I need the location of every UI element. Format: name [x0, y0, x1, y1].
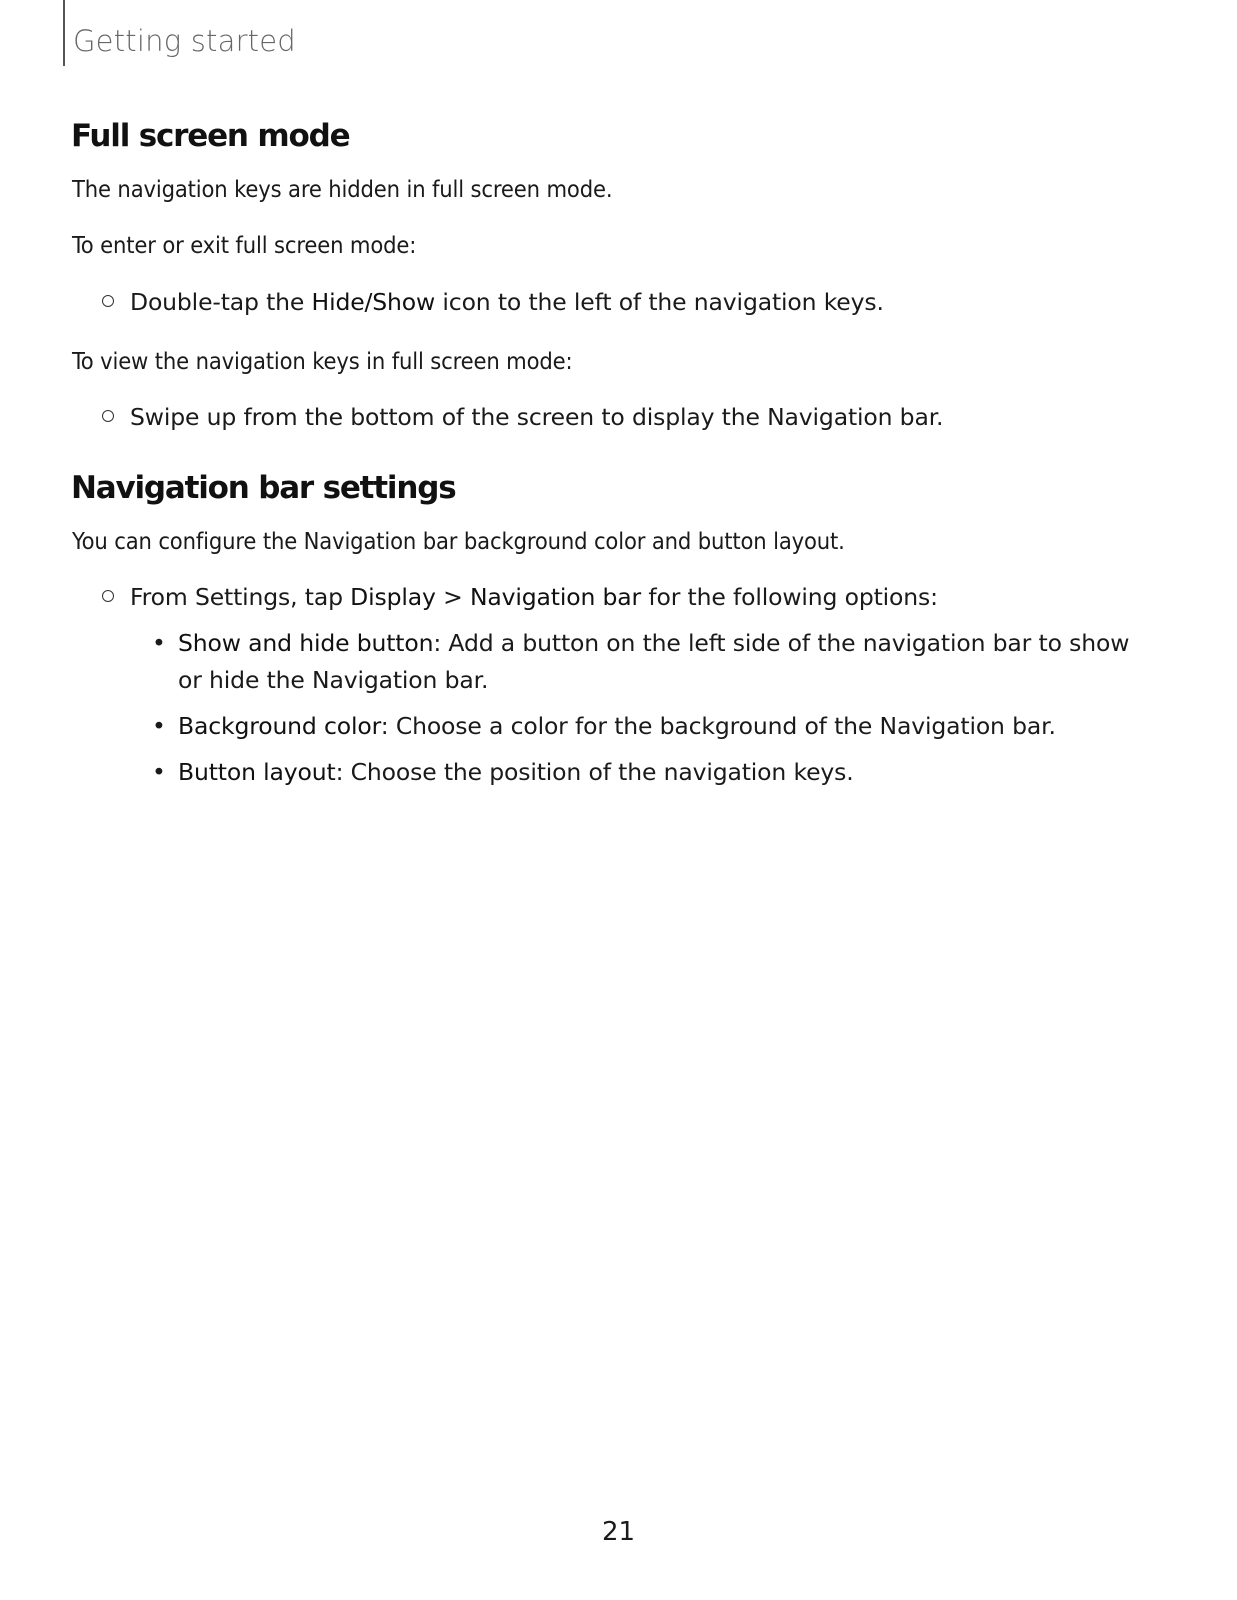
step-swipe-up: Swipe up from the bottom of the screen to display the Navigation bar.	[102, 399, 943, 435]
display-term: Display	[350, 583, 436, 611]
option-name: Background color	[178, 712, 381, 740]
navigation-bar-term: Navigation bar	[469, 583, 642, 611]
full-screen-intro: The navigation keys are hidden in full screen mode.	[72, 175, 613, 203]
nav-settings-intro: You can configure the Navigation bar background color and button layout.	[72, 527, 845, 555]
header-rule	[63, 0, 65, 66]
step-circle-icon	[102, 410, 114, 422]
option-name: Button layout	[178, 758, 336, 786]
hide-show-term: Hide/Show	[311, 288, 436, 316]
option-desc: : Choose a color for the background of the Navigation bar.	[380, 712, 1056, 740]
step-circle-icon	[102, 590, 114, 602]
bullet-icon: •	[152, 629, 166, 657]
option-desc: : Add a button on the left side of the navigation bar to show or hide the Navigation bar.	[178, 629, 1130, 694]
option-background-color	[152, 708, 1152, 745]
option-button-layout	[152, 754, 1152, 791]
view-label: To view the navigation keys in full screen mode:	[72, 347, 573, 375]
option-name: Show and hide button	[178, 629, 434, 657]
bullet-icon: •	[152, 712, 166, 740]
chevron-right-icon: >	[435, 583, 470, 611]
bullet-icon: •	[152, 758, 166, 786]
section-label: Getting started	[73, 24, 296, 58]
step-from-settings: From Settings, tap Display > Navigation bar for the following options:	[102, 579, 938, 615]
page-number: 21	[601, 1517, 636, 1547]
heading-navigation-bar-settings: Navigation bar settings	[71, 470, 456, 506]
heading-full-screen-mode: Full screen mode	[71, 118, 350, 154]
step-circle-icon	[102, 295, 114, 307]
option-show-hide-button	[152, 625, 1152, 699]
enter-exit-label: To enter or exit full screen mode:	[72, 231, 417, 259]
option-desc: : Choose the position of the navigation keys.	[335, 758, 854, 786]
step-double-tap: Double-tap the Hide/Show icon to the left of the navigation keys.	[102, 284, 884, 320]
